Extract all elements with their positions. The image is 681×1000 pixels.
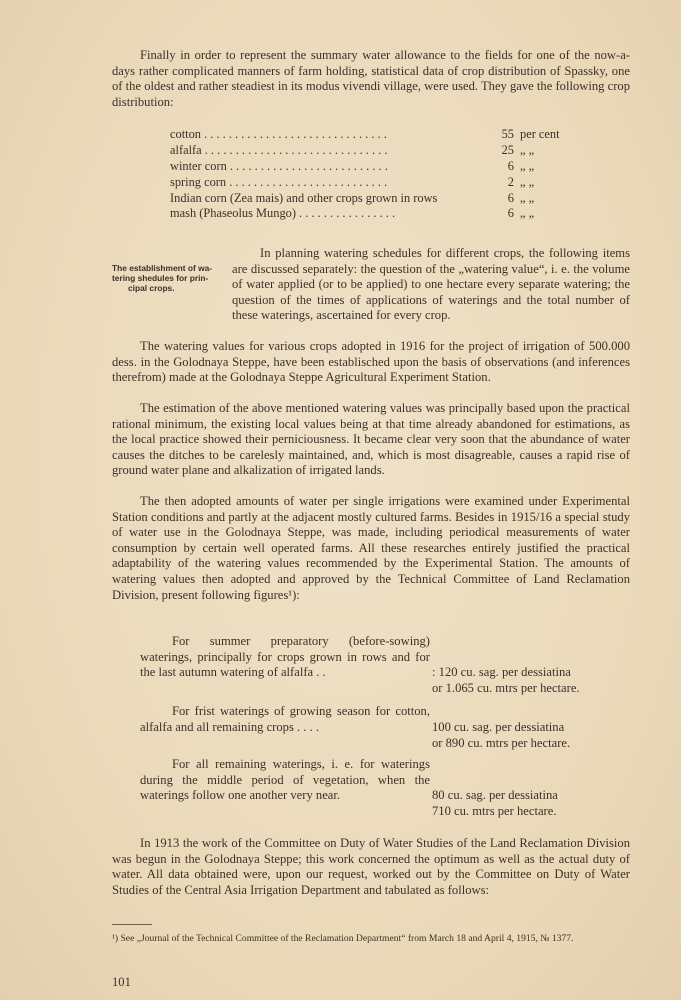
crop-name: Indian corn (Zea mais) and other crops grown in rows (170, 190, 438, 205)
sidenote-line: tering shedules for prin- (112, 273, 209, 283)
page-number: 101 (112, 975, 131, 989)
paragraph-text: In planning watering schedules for different crops, the following items are discussed separately: the question of the „watering value“, i. e. the volume of water applied (or to be applied) to one hectare every separate watering; the question of the times of applications of waterings and the total number of these waterings, ascertained for every crop. (232, 246, 630, 323)
watering-value-metric: or 1.065 cu. mtrs per hectare. (432, 681, 580, 695)
crop-distribution-list (170, 127, 580, 222)
crop-unit: „ „ (520, 142, 535, 157)
crop-row (170, 206, 580, 222)
crop-name: winter corn . . . . . . . . . . . . . . . . . . . . . . . . . . (170, 158, 388, 173)
crop-unit: „ „ (520, 174, 535, 189)
watering-value-entry (140, 757, 610, 818)
crop-name: spring corn . . . . . . . . . . . . . . . . . . . . . . . . . . (170, 174, 388, 189)
paragraph-committee-work: In 1913 the work of the Committee on Duty of Water Studies of the Land Reclamation Division was begun in the Golodnaya Steppe; this work concerned the optimum as well as the actual duty of water. All data obtained were, upon our request, worked out by the Committee on Duty of Water Studies of the Central Asia Irrigation Department and tabulated as follows: (112, 836, 630, 897)
crop-unit: „ „ (520, 158, 535, 173)
crop-unit: „ „ (520, 190, 535, 205)
watering-value-sag: 100 cu. sag. per dessiatina (432, 720, 565, 734)
crop-percent: 6 (507, 158, 514, 173)
paragraph-crop-distribution-intro: Finally in order to represent the summary water allowance to the fields for one of the now-a-days rather complicated manners of farm holding, statistical data of crop distribution of Spassky, one of the oldest and rather steadiest in its modus vivendi village, were used. They gave the following crop distribution: (112, 48, 630, 109)
paragraph-estimation: The estimation of the above mentioned watering values was principally based upon the practical rational minimum, the existing local values being at that time already abandoned for estimations, as the local practice showed their perniciousness. It became clear very soon that the abundance of water causes the ditches to be carelesly maintained, and, which is most disagreable, causes a rapid rise of ground water plane and alkalization of irrigated lands. (112, 401, 630, 478)
crop-name: mash (Phaseolus Mungo) . . . . . . . . . . . . . . . . (170, 206, 396, 221)
watering-value-entry (140, 634, 610, 695)
watering-value-sag: : 120 cu. sag. per dessiatina (432, 665, 571, 679)
paragraph-watering-values-1916: The watering values for various crops adopted in 1916 for the project of irrigation of 500.000 dess. in the Golodnaya Steppe, have been establisched upon the basis of observations (and inferences therefrom) made at the Golodnaya Steppe Agricultural Experiment Station. (112, 339, 630, 385)
watering-value-entry (140, 704, 610, 750)
crop-row (170, 191, 580, 207)
crop-percent: 2 (507, 174, 514, 189)
paragraph-watering-schedules (232, 246, 630, 324)
crop-name: alfalfa . . . . . . . . . . . . . . . . . . . . . . . . . . . . . . (170, 142, 388, 157)
crop-percent: 55 (501, 127, 514, 141)
watering-value-metric: 710 cu. mtrs per hectare. (432, 804, 557, 818)
crop-unit: per cent (520, 127, 560, 141)
sidenote-line: The establishment of wa- (112, 263, 213, 273)
watering-value-description: For summer preparatory (before-sowing) waterings, principally for crops grown in rows and for the last autumn watering of alfalfa . . (140, 634, 430, 680)
footnote-divider (112, 924, 152, 925)
crop-row (170, 143, 580, 159)
watering-value-sag: 80 cu. sag. per dessiatina (432, 788, 558, 802)
watering-value-description: For frist waterings of growing season for cotton, alfalfa and all remaining crops . . . . (140, 704, 430, 734)
crop-percent: 6 (507, 206, 514, 221)
crop-name: cotton . . . . . . . . . . . . . . . . . . . . . . . . . . . . . . (170, 127, 387, 141)
crop-percent: 25 (501, 142, 514, 157)
crop-row (170, 175, 580, 191)
paragraph-adopted-amounts: The then adopted amounts of water per single irrigations were examined under Experimental Station conditions and partly at the adjacent mostly cultured farms. Besides in 1915/16 a special study of water use in the Golodnaya Steppe, was made, including periodical measurements of water consumption by certain well operated farms. All these researches entirely justified the practical adaptability of the watering values recommended by the Experimental Station. The amounts of watering values then adopted and approved by the Technical Committee of Land Reclamation Division, present following figures¹): (112, 494, 630, 602)
crop-unit: „ „ (520, 206, 535, 221)
margin-sidenote (112, 263, 222, 293)
sidenote-line: cipal crops. (128, 283, 175, 293)
crop-row (170, 159, 580, 175)
crop-percent: 6 (507, 190, 514, 205)
crop-row (170, 127, 580, 143)
footnote: ¹) See „Journal of the Technical Committee of the Reclamation Department“ from March 18 and April 4, 1915, № 1377. (112, 933, 574, 944)
watering-value-description: For all remaining waterings, i. e. for waterings during the middle period of vegetation, when the waterings follow one another very near. (140, 757, 430, 803)
watering-value-metric: or 890 cu. mtrs per hectare. (432, 736, 571, 750)
